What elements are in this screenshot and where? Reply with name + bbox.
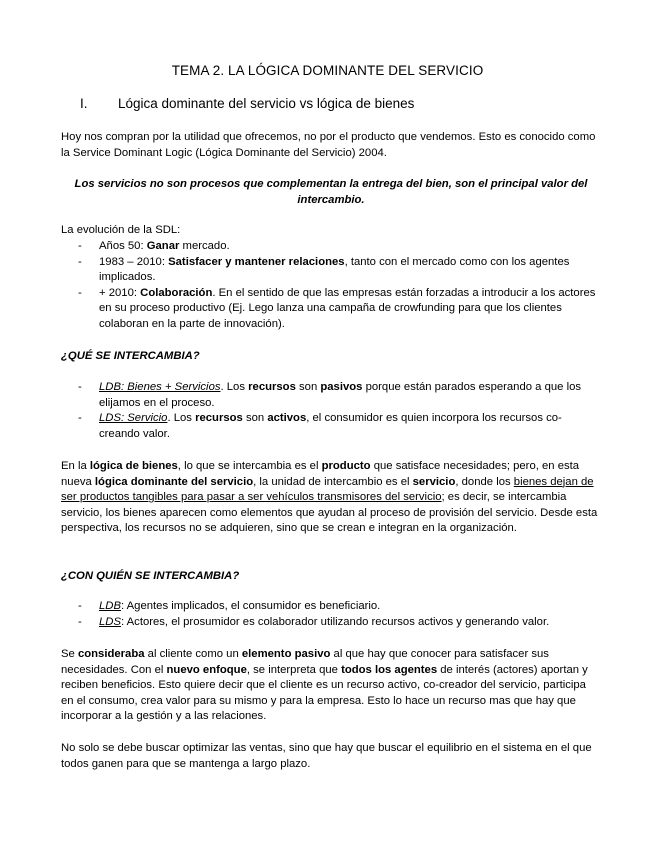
enfoque-paragraph: Se consideraba al cliente como un elemento pasivo al que hay que conocer para satisfacer sus necesidades. Con el nuevo enfoque, se interpreta que todos los agentes de interés (actores) aportan y reciben beneficios. Esto quiere decir que el cliente es un recurso activo, co-creador del servicio, participa en el consumo, crea valor para su mismo y para la empresa. Esto lo hace un recurso mas que hay que incorporar a la gestión y a las relaciones. bbox=[61, 648, 588, 723]
bienes-paragraph: En la lógica de bienes, lo que se intercambia es el producto que satisface necesidades; pero, en esta nueva lógica dominante del servicio, la unidad de intercambio es el servicio, donde los bienes dejan de ser productos tangibles para pasar a ser vehículos transmisores del servicio; es decir, se intercambia servicio, los bienes aparecen como elementos que ayudan al proceso de provisión del servicio. Desde esta perspectiva, los recursos no se adquieren, sino que se crean e integran en la organización. bbox=[61, 460, 598, 535]
list-item: - LDS: Servicio. Los recursos son activos, el consumidor es quien incorpora los recursos co-creando valor. bbox=[78, 412, 562, 440]
section-title-que: ¿QUÉ SE INTERCAMBIA? bbox=[61, 350, 200, 362]
evolution-label: La evolución de la SDL: bbox=[61, 224, 181, 236]
intro-paragraph: Hoy nos compran por la utilidad que ofrecemos, no por el producto que vendemos. Esto es conocido como la Service Dominant Logic (Lógica Dominante del Servicio) 2004. bbox=[61, 131, 596, 159]
list-item: - LDB: Agentes implicados, el consumidor es beneficiario. bbox=[78, 600, 381, 612]
list-item: - LDS: Actores, el prosumidor es colaborador utilizando recursos activos y generando valor. bbox=[78, 615, 550, 628]
page-title: TEMA 2. LA LÓGICA DOMINANTE DEL SERVICIO bbox=[171, 63, 484, 78]
list-item: - LDB: Bienes + Servicios. Los recursos son pasivos porque están parados esperando a que los elijamos en el proceso. bbox=[78, 381, 582, 409]
list-item: - 1983 – 2010: Satisfacer y mantener relaciones, tanto con el mercado como con los agentes implicados. bbox=[78, 255, 570, 284]
list-item: - + 2010: Colaboración. En el sentido de que las empresas están forzadas a introducir a los actores en su proceso productivo (Ej. Lego lanza una campaña de crowfunding para que los clientes colaboran en la parte de innovación). bbox=[78, 286, 596, 330]
section-title-quien: ¿CON QUIÉN SE INTERCAMBIA? bbox=[61, 570, 240, 582]
quien-list bbox=[78, 599, 598, 630]
que-list bbox=[78, 380, 598, 442]
closing-paragraph: No solo se debe buscar optimizar las ventas, sino que hay que buscar el equilibrio en el sistema en el que todos ganen para que se mantenga a largo plazo. bbox=[61, 742, 592, 770]
evolution-list bbox=[78, 239, 598, 333]
heading-number: I. bbox=[80, 96, 88, 111]
key-quote: Los servicios no son procesos que complementan la entrega del bien, son el principal valor del intercambio. bbox=[74, 178, 588, 206]
heading-text: Lógica dominante del servicio vs lógica de bienes bbox=[118, 96, 415, 111]
section-heading bbox=[80, 96, 414, 112]
list-item: - Años 50: Ganar mercado. bbox=[78, 240, 230, 252]
